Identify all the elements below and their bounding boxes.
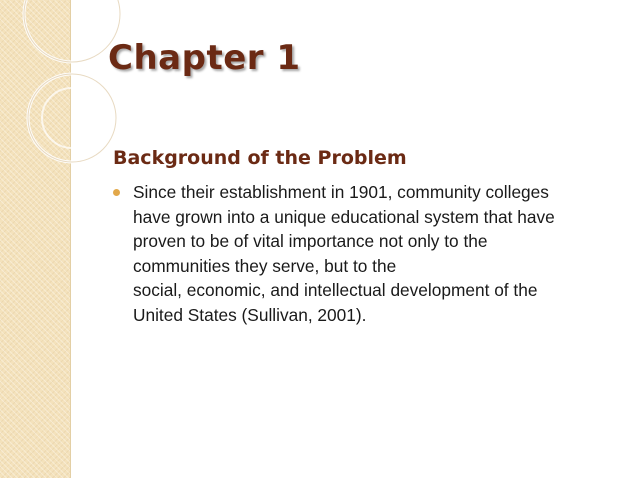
slide-title: Chapter 1 <box>108 38 301 78</box>
bullet-text: Since their establishment in 1901, community colleges have grown into a unique educational system that have proven to be of vital importance not only to the communities they serve, but to the social, economic, and intellectual development of the United States (Sullivan, 2001). <box>133 182 555 325</box>
decorative-circles-icon <box>0 0 160 200</box>
bullet-list <box>113 180 613 328</box>
bullet-dot-icon <box>113 189 120 196</box>
slide-subtitle: Background of the Problem <box>113 147 407 169</box>
bullet-item <box>113 180 613 328</box>
